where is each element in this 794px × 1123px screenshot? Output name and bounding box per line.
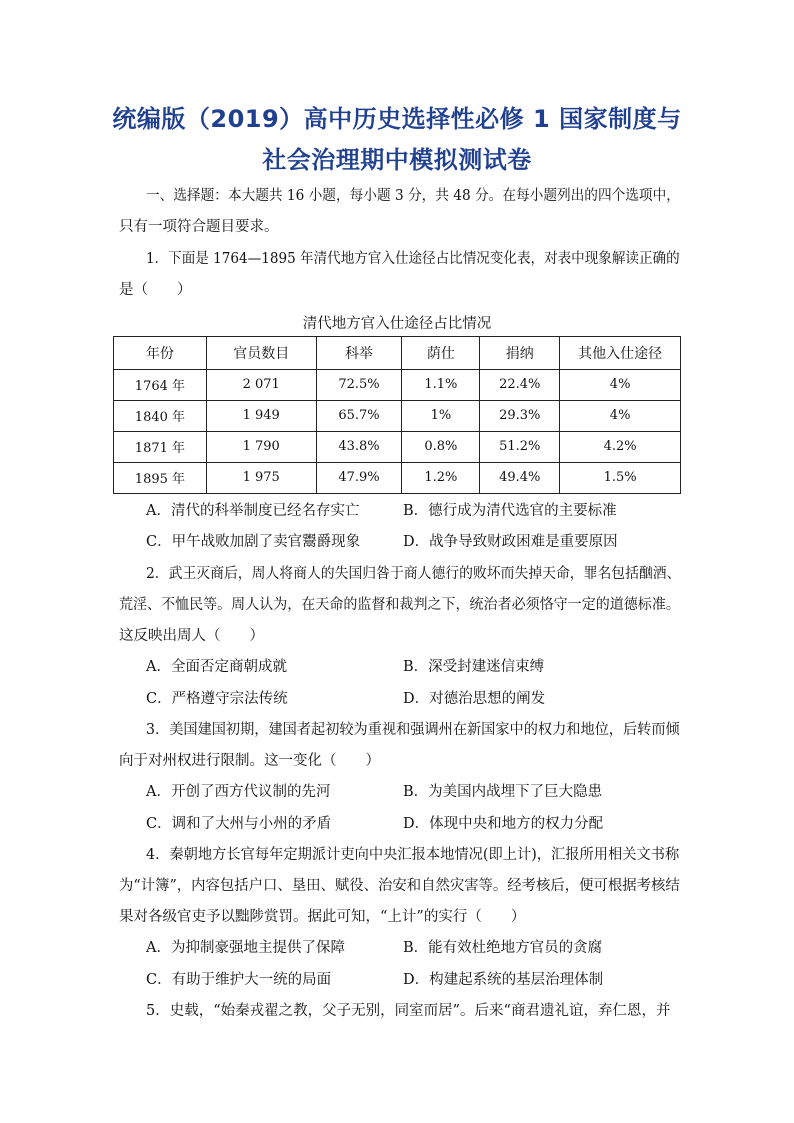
official-path-table xyxy=(113,336,681,494)
header-cell: 年份 xyxy=(114,337,207,370)
q3-stem-cont: 向于对州权进行限制。这一变化（ ） xyxy=(119,753,380,769)
q2-stem: 2．武王灭商后，周人将商人的失国归咎于商人德行的败坏而失掉天命，罪名包括酗酒、 xyxy=(146,566,681,582)
table-row xyxy=(114,431,681,462)
table-cell: 72.5% xyxy=(316,369,402,400)
q1-option-d: D．战争导致财政困难是重要原因 xyxy=(403,534,618,550)
q1-stem-cont: 是（ ） xyxy=(119,282,192,298)
q4-stem-cont: 为“计簿”，内容包括户口、垦田、赋役、治安和自然灾害等。经考核后，便可根据考核结 xyxy=(119,878,680,894)
q2-option-b: B．深受封建迷信束缚 xyxy=(403,659,545,675)
q2-stem-cont: 荒淫、不恤民等。周人认为，在天命的监督和裁判之下，统治者必须恪守一定的道德标准。 xyxy=(119,597,680,613)
q4-stem: 4．秦朝地方长官每年定期派计吏向中央汇报本地情况(即上计)，汇报所用相关文书称 xyxy=(146,847,680,863)
table-cell: 1895 年 xyxy=(114,462,207,493)
section-instruction-cont: 只有一项符合题目要求。 xyxy=(119,219,279,235)
q1-stem: 1．下面是 1764—1895 年清代地方官入仕途径占比情况变化表，对表中现象解读正确的 xyxy=(146,251,680,267)
table-caption: 清代地方官入仕途径占比情况 xyxy=(302,316,492,332)
q4-option-b: B．能有效杜绝地方官员的贪腐 xyxy=(403,940,603,956)
table-cell: 4% xyxy=(560,400,681,431)
q2-stem-cont-2: 这反映出周人（ ） xyxy=(119,628,264,644)
table-cell: 29.3% xyxy=(480,400,560,431)
q3-option-d: D．体现中央和地方的权力分配 xyxy=(403,816,604,832)
table-row xyxy=(114,462,681,493)
table-cell: 1.2% xyxy=(402,462,480,493)
table-cell: 49.4% xyxy=(480,462,560,493)
q4-option-c: C．有助于维护大一统的局面 xyxy=(146,972,332,988)
table-row xyxy=(114,369,681,400)
q3-option-b: B．为美国内战埋下了巨大隐患 xyxy=(403,784,603,800)
table-cell: 1840 年 xyxy=(114,400,207,431)
table-cell: 1871 年 xyxy=(114,431,207,462)
q3-option-c: C．调和了大州与小州的矛盾 xyxy=(146,816,332,832)
table-row xyxy=(114,400,681,431)
table-cell: 51.2% xyxy=(480,431,560,462)
q4-stem-cont-2: 果对各级官吏予以黜陟赏罚。据此可知，“上计”的实行（ ） xyxy=(119,909,526,925)
header-cell: 荫仕 xyxy=(402,337,480,370)
table-cell: 1 949 xyxy=(206,400,316,431)
table-cell: 1 790 xyxy=(206,431,316,462)
q4-option-a: A．为抑制豪强地主提供了保障 xyxy=(146,940,345,956)
q5-stem: 5．史载，“始秦戎翟之教，父子无别，同室而居”。后来“商君遗礼谊，弃仁恩，并 xyxy=(146,1003,671,1019)
table-cell: 2 071 xyxy=(206,369,316,400)
header-cell: 捐纳 xyxy=(480,337,560,370)
table-header-row xyxy=(114,337,681,370)
table-cell: 65.7% xyxy=(316,400,402,431)
table-cell: 1 975 xyxy=(206,462,316,493)
q1-option-c: C．甲午战败加剧了卖官鬻爵现象 xyxy=(146,534,361,550)
header-cell: 其他入仕途径 xyxy=(560,337,681,370)
q2-option-a: A．全面否定商朝成就 xyxy=(146,659,287,675)
table-cell: 1.1% xyxy=(402,369,480,400)
q2-option-d: D．对德治思想的阐发 xyxy=(403,691,546,707)
table-cell: 1764 年 xyxy=(114,369,207,400)
q3-option-a: A．开创了西方代议制的先河 xyxy=(146,784,331,800)
table-cell: 47.9% xyxy=(316,462,402,493)
title-line-1: 统编版（2019）高中历史选择性必修 1 国家制度与 xyxy=(112,105,682,133)
q1-option-b: B．德行成为清代选官的主要标准 xyxy=(403,503,617,519)
title-line-2: 社会治理期中模拟测试卷 xyxy=(262,146,532,174)
q4-option-d: D．构建起系统的基层治理体制 xyxy=(403,972,604,988)
q2-option-c: C．严格遵守宗法传统 xyxy=(146,691,288,707)
table-cell: 1% xyxy=(402,400,480,431)
table-cell: 4.2% xyxy=(560,431,681,462)
header-cell: 官员数目 xyxy=(206,337,316,370)
table-cell: 43.8% xyxy=(316,431,402,462)
header-cell: 科举 xyxy=(316,337,402,370)
table-cell: 4% xyxy=(560,369,681,400)
q1-option-a: A．清代的科举制度已经名存实亡 xyxy=(146,503,360,519)
q3-stem: 3．美国建国初期，建国者起初较为重视和强调州在新国家中的权力和地位，后转而倾 xyxy=(146,722,680,738)
table-cell: 22.4% xyxy=(480,369,560,400)
section-instruction: 一、选择题：本大题共 16 小题，每小题 3 分，共 48 分。在每小题列出的四个选项中， xyxy=(146,188,680,204)
table-cell: 0.8% xyxy=(402,431,480,462)
table-cell: 1.5% xyxy=(560,462,681,493)
